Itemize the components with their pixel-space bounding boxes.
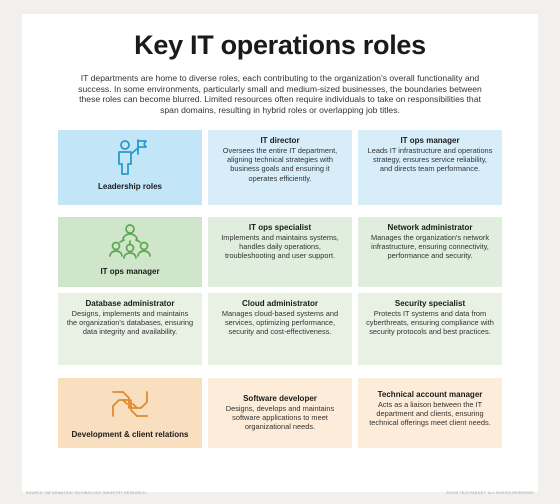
role-software-developer [208, 378, 352, 448]
leader-flag-icon [110, 138, 150, 176]
role-it-ops-manager [358, 130, 502, 205]
role-it-ops-specialist [208, 217, 352, 287]
role-cloud-administrator [208, 293, 352, 365]
role-description: Designs, implements and maintains the organization's databases, ensuring data integrity and availability. [66, 309, 194, 337]
role-title: IT ops manager [400, 136, 460, 145]
role-network-administrator [358, 217, 502, 287]
role-title: Network administrator [387, 223, 473, 232]
role-description: Designs, develops and maintains software applications to meet organizational needs. [225, 404, 335, 432]
category-label: Development & client relations [71, 430, 189, 439]
role-title: Software developer [243, 394, 317, 403]
role-title: Cloud administrator [241, 299, 318, 308]
footer-copyright: ©2025 TECHTARGET. ALL RIGHTS RESERVED [446, 491, 534, 495]
role-description: Manages cloud-based systems and services, optimizing performance, security and cost-effectiveness. [221, 309, 339, 337]
role-description: Protects IT systems and data from cyberthreats, ensuring compliance with security protocols and best practices. [366, 309, 494, 337]
role-description: Acts as a liaison between the IT department and clients, ensuring technical offerings meet client needs. [369, 400, 491, 428]
category-leadership [58, 130, 202, 205]
category-label: Leadership roles [97, 182, 163, 191]
category-it-ops-manager [58, 217, 202, 287]
role-description: Implements and maintains systems, handles daily operations, troubleshooting and user support. [221, 233, 339, 261]
team-network-icon [108, 222, 152, 262]
handshake-icon [109, 384, 151, 424]
role-technical-account-manager [358, 378, 502, 448]
role-description: Manages the organization's network infrastructure, ensuring connectivity, performance and security. [370, 233, 490, 261]
category-development-client-relations [58, 378, 202, 448]
role-title: Security specialist [394, 299, 466, 308]
page-title: Key IT operations roles [134, 30, 426, 60]
role-title: Technical account manager [377, 390, 483, 399]
role-title: IT ops specialist [248, 223, 312, 232]
role-title: IT director [260, 136, 300, 145]
role-database-administrator [58, 293, 202, 365]
role-description: Leads IT infrastructure and operations strategy, ensures service reliability, and directs team performance. [367, 146, 493, 174]
category-label: IT ops manager [100, 267, 160, 276]
role-description: Oversees the entire IT department, aligning technical strategies with business goals and ensuring it operates efficiently. [222, 146, 338, 183]
intro-paragraph: IT departments are home to diverse roles, each contributing to the organization's overall functionality and success. In some environments, particularly small and medium-sized businesses, the boundaries between these roles can become blurred. Limited resources often require individuals to take on responsibilities that span domains, resulting in hybrid roles or overlapping job titles. [78, 73, 482, 115]
role-title: Database administrator [85, 299, 175, 308]
role-it-director [208, 130, 352, 205]
role-security-specialist [358, 293, 502, 365]
footer-source: SOURCE: INFORMATION TECHNOLOGY INDUSTRY RESEARCH [26, 491, 147, 495]
